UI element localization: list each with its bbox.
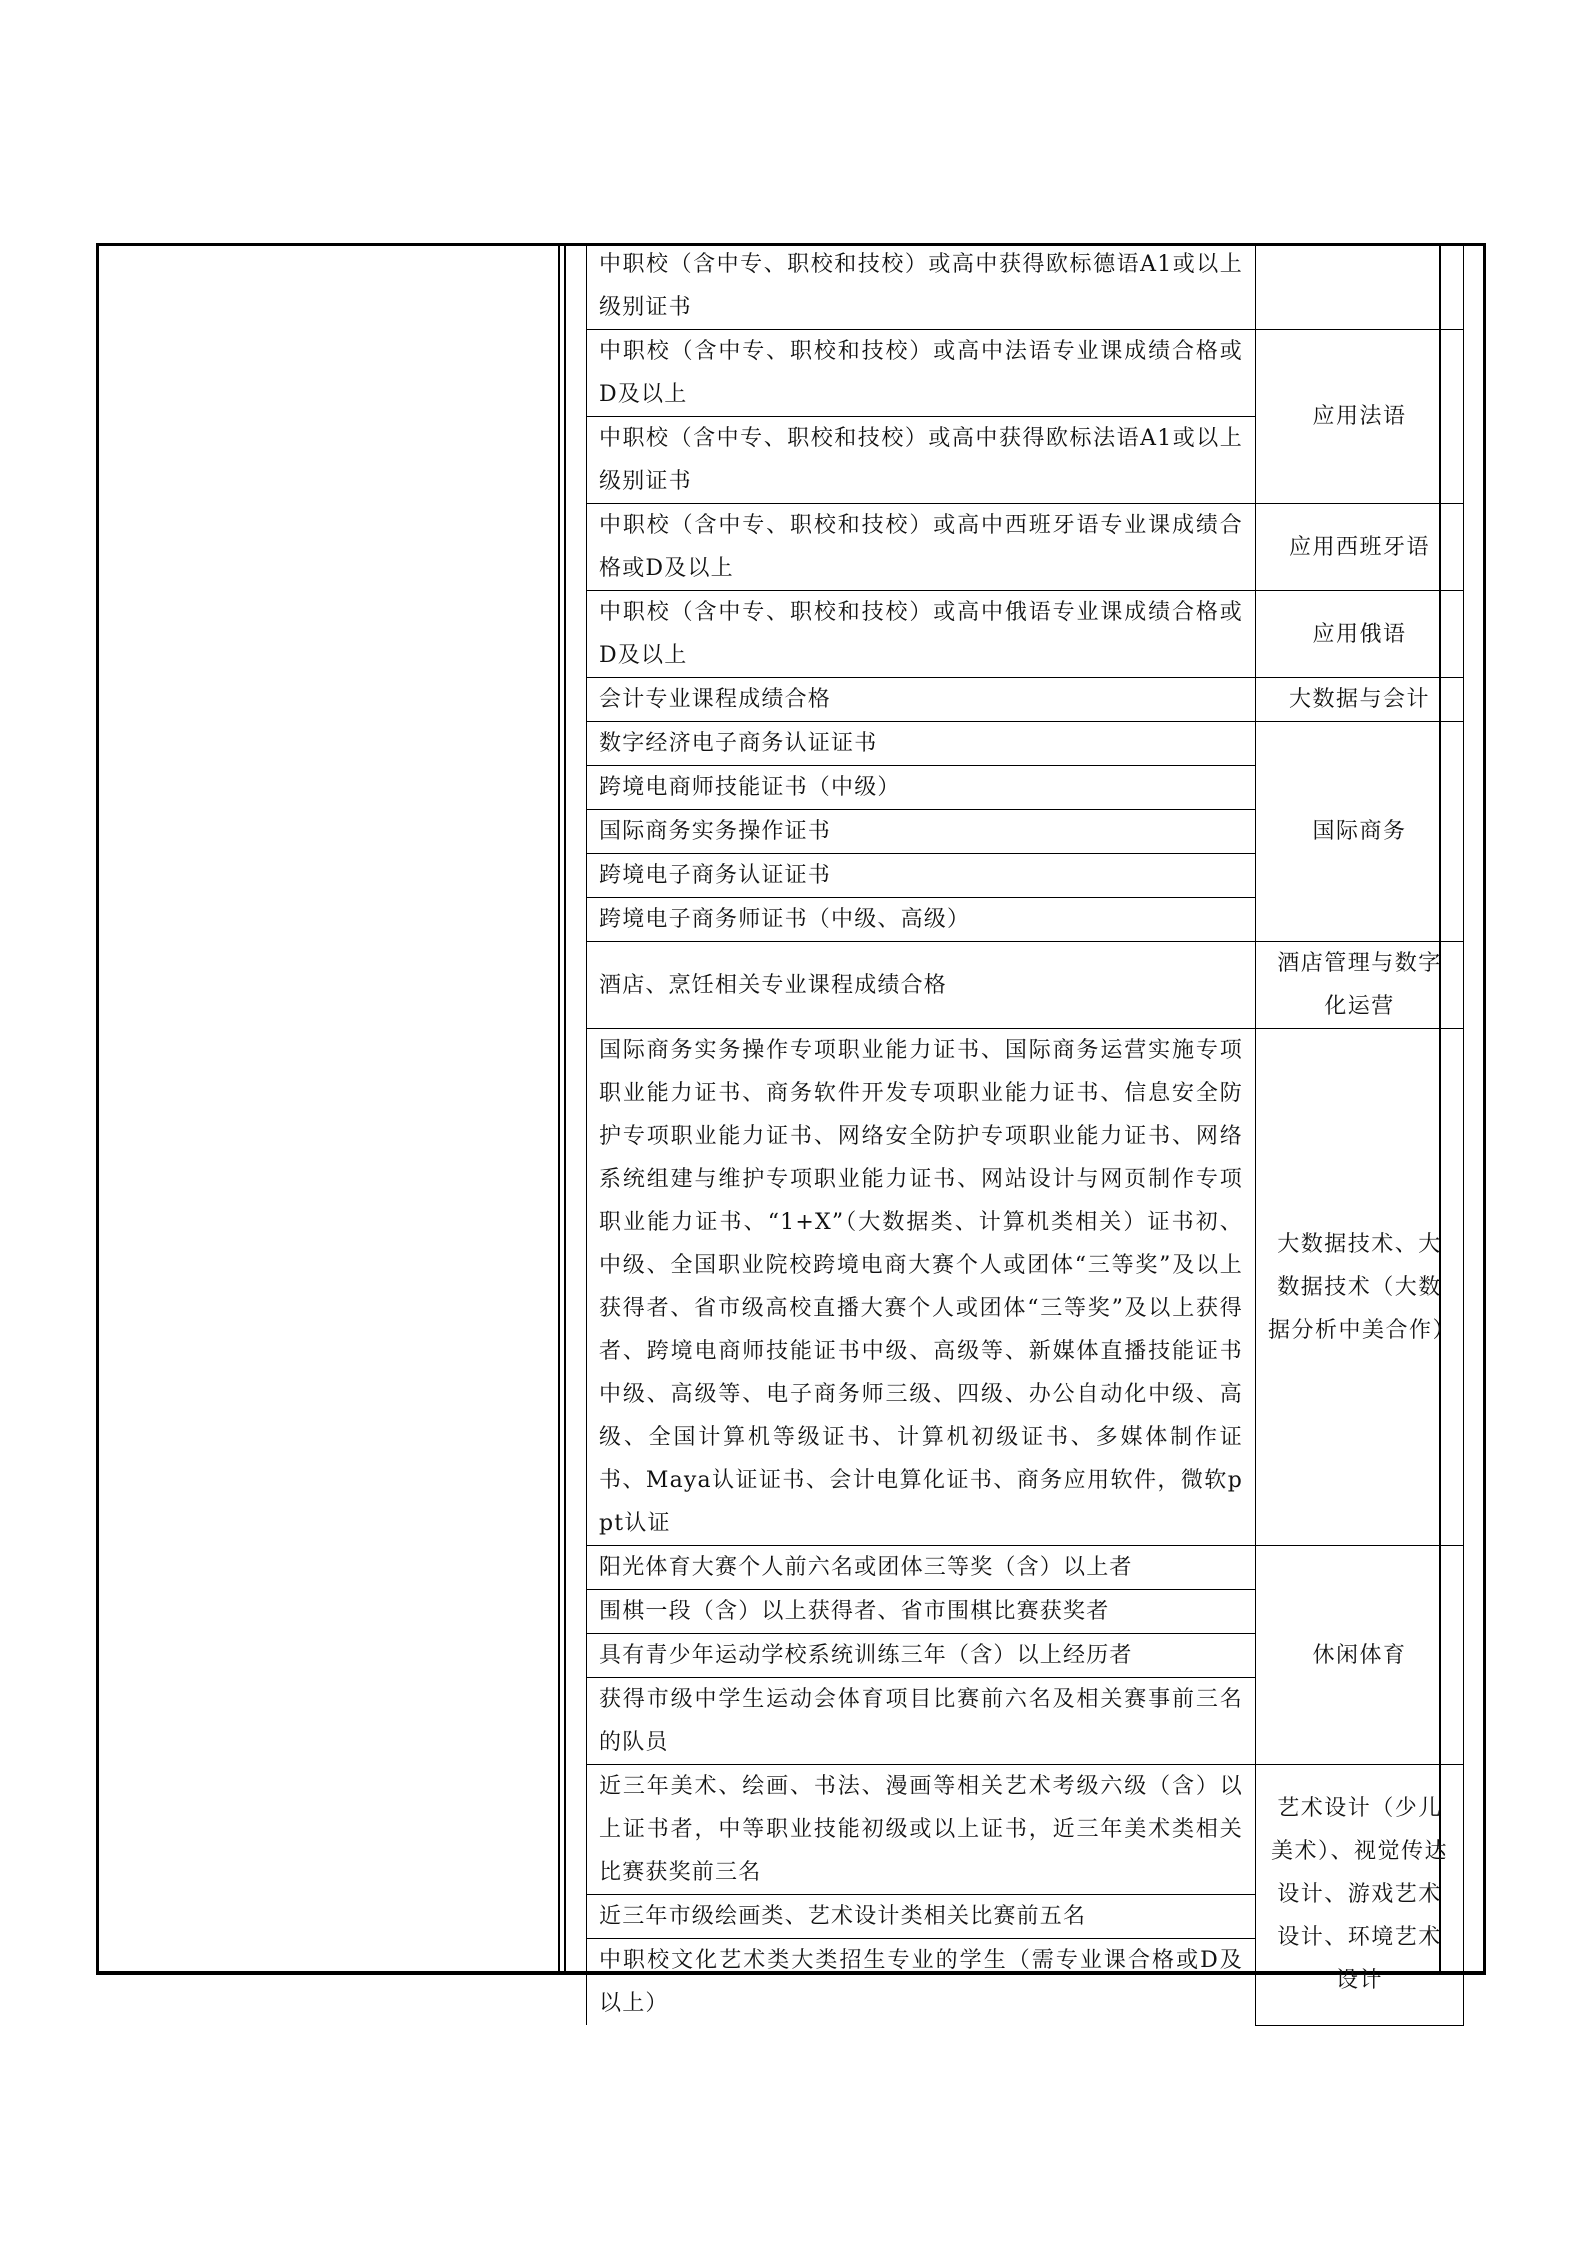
requirement-cell: 具有青少年运动学校系统训练三年（含）以上经历者 [587,1634,1256,1678]
major-cell: 大数据与会计 [1256,678,1464,722]
table-row [587,942,1464,1029]
major-cell: 大数据技术、大数据技术（大数据分析中美合作） [1256,1029,1464,1546]
table-row [587,243,1464,330]
requirement-cell: 近三年美术、绘画、书法、漫画等相关艺术考级六级（含）以上证书者，中等职业技能初级或以上证书，近三年美术类相关比赛获奖前三名 [587,1765,1256,1895]
requirement-cell: 数字经济电子商务认证证书 [587,722,1256,766]
table-row [587,678,1464,722]
column-divider [564,246,566,1971]
requirement-cell: 中职校（含中专、职校和技校）或高中俄语专业课成绩合格或D及以上 [587,591,1256,678]
requirement-cell: 中职校（含中专、职校和技校）或高中获得欧标德语A1或以上级别证书 [587,243,1256,330]
admission-requirements-table [586,243,1464,2026]
table-row [587,591,1464,678]
major-cell: 国际商务 [1256,722,1464,942]
table-row [587,504,1464,591]
requirement-cell: 近三年市级绘画类、艺术设计类相关比赛前五名 [587,1895,1256,1939]
table-row [587,1029,1464,1546]
major-cell [1256,243,1464,330]
requirement-cell: 会计专业课程成绩合格 [587,678,1256,722]
table-row [587,722,1464,766]
major-cell: 应用俄语 [1256,591,1464,678]
requirement-cell: 获得市级中学生运动会体育项目比赛前六名及相关赛事前三名的队员 [587,1678,1256,1765]
major-cell: 酒店管理与数字化运营 [1256,942,1464,1029]
requirement-cell: 跨境电商师技能证书（中级） [587,766,1256,810]
requirement-cell: 中职校（含中专、职校和技校）或高中法语专业课成绩合格或D及以上 [587,330,1256,417]
major-cell: 艺术设计（少儿美术）、视觉传达设计、游戏艺术设计、环境艺术设计 [1256,1765,1464,2026]
major-cell: 应用西班牙语 [1256,504,1464,591]
table-row [587,1546,1464,1590]
requirement-cell: 中职校（含中专、职校和技校）或高中获得欧标法语A1或以上级别证书 [587,417,1256,504]
requirement-cell: 国际商务实务操作专项职业能力证书、国际商务运营实施专项职业能力证书、商务软件开发专项职业能力证书、信息安全防护专项职业能力证书、网络安全防护专项职业能力证书、网络系统组建与维护专项职业能力证书、网站设计与网页制作专项职业能力证书、“1+X”（大数据类、计算机类相关）证书初、中级、全国职业院校跨境电商大赛个人或团体“三等奖”及以上获得者、省市级高校直播大赛个人或团体“三等奖”及以上获得者、跨境电商师技能证书中级、高级等、新媒体直播技能证书中级、高级等、电子商务师三级、四级、办公自动化中级、高级、全国计算机等级证书、计算机初级证书、多媒体制作证书、Maya认证证书、会计电算化证书、商务应用软件，微软ppt认证 [587,1029,1256,1546]
requirement-cell: 跨境电子商务认证证书 [587,854,1256,898]
requirement-cell: 跨境电子商务师证书（中级、高级） [587,898,1256,942]
column-divider [558,246,560,1971]
requirement-cell: 阳光体育大赛个人前六名或团体三等奖（含）以上者 [587,1546,1256,1590]
major-cell: 应用法语 [1256,330,1464,504]
table-row [587,330,1464,417]
requirement-cell: 中职校文化艺术类大类招生专业的学生（需专业课合格或D及以上） [587,1939,1256,2026]
requirement-cell: 围棋一段（含）以上获得者、省市围棋比赛获奖者 [587,1590,1256,1634]
table-row [587,1765,1464,1895]
requirement-cell: 国际商务实务操作证书 [587,810,1256,854]
requirement-cell: 中职校（含中专、职校和技校）或高中西班牙语专业课成绩合格或D及以上 [587,504,1256,591]
requirement-cell: 酒店、烹饪相关专业课程成绩合格 [587,942,1256,1029]
major-cell: 休闲体育 [1256,1546,1464,1765]
